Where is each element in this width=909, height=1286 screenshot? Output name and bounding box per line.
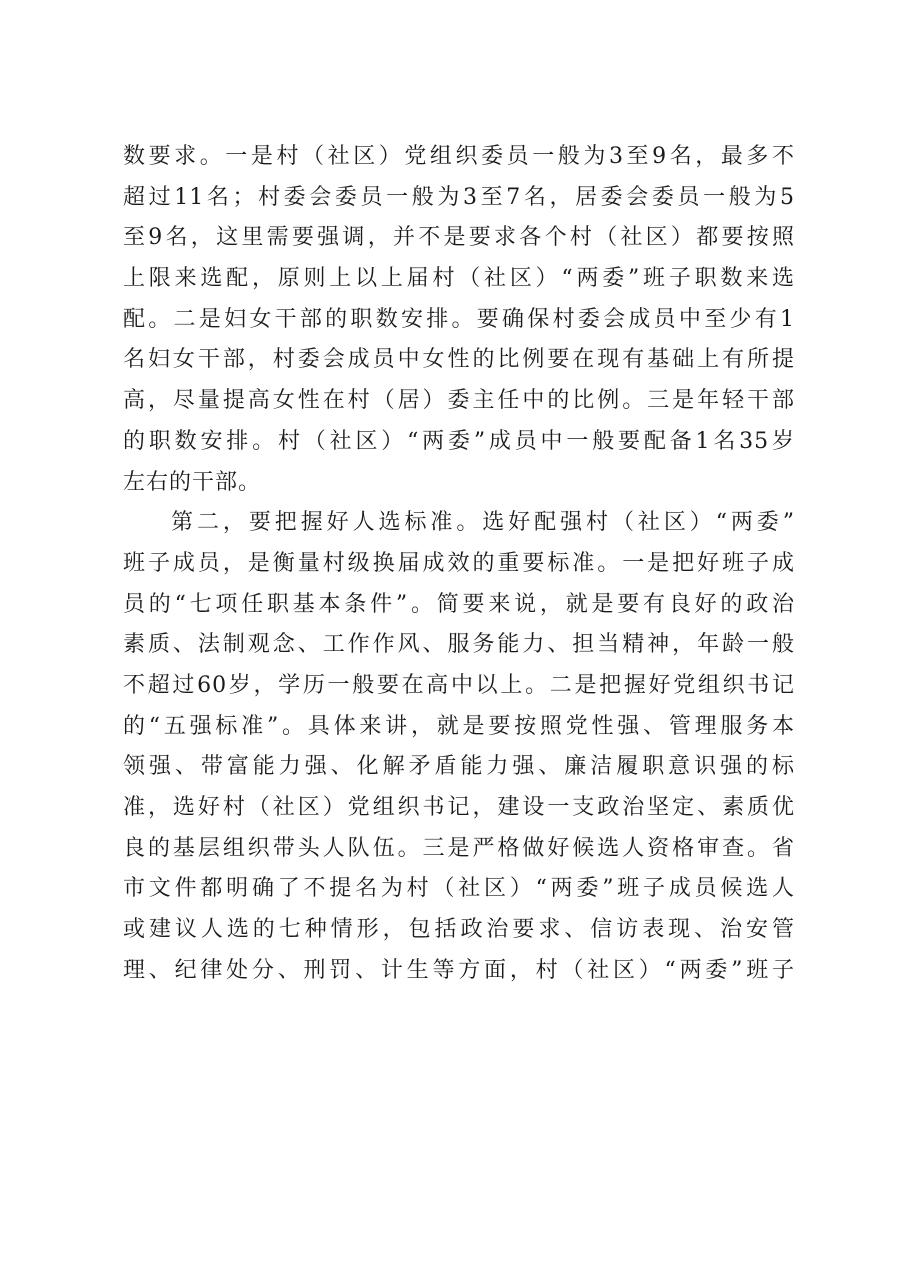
text-line: 高，尽量提高女性在村（居）委主任中的比例。三是年轻干部 <box>123 388 795 414</box>
text-line: 第二，要把握好人选标准。选好配强村（社区）“两委” <box>171 510 795 536</box>
document-page <box>123 137 795 991</box>
paragraph-2 <box>123 503 795 991</box>
text-line: 至9名，这里需要强调，并不是要求各个村（社区）都要按照 <box>123 225 795 251</box>
text-line: 市文件都明确了不提名为村（社区）“两委”班子成员候选人 <box>123 876 795 902</box>
text-line: 良的基层组织带头人队伍。三是严格做好候选人资格审查。省 <box>123 835 795 861</box>
text-line: 或建议人选的七种情形，包括政治要求、信访表现、治安管 <box>123 917 795 943</box>
text-line: 配。二是妇女干部的职数安排。要确保村委会成员中至少有1 <box>123 306 795 332</box>
text-line: 的“五强标准”。具体来讲，就是要按照党性强、管理服务本 <box>123 713 795 739</box>
text-line: 超过11名；村委会委员一般为3至7名，居委会委员一般为5 <box>123 184 795 210</box>
text-line: 员的“七项任职基本条件”。简要来说，就是要有良好的政治 <box>123 591 795 617</box>
text-line: 数要求。一是村（社区）党组织委员一般为3至9名，最多不 <box>123 144 795 169</box>
text-line: 不超过60岁，学历一般要在高中以上。二是把握好党组织书记 <box>123 672 795 698</box>
text-line: 左右的干部。 <box>123 469 262 495</box>
text-line: 名妇女干部，村委会成员中女性的比例要在现有基础上有所提 <box>123 347 795 373</box>
text-line: 班子成员，是衡量村级换届成效的重要标准。一是把好班子成 <box>123 550 795 576</box>
paragraph-1 <box>123 137 795 503</box>
text-line: 准，选好村（社区）党组织书记，建设一支政治坚定、素质优 <box>123 795 795 820</box>
text-line: 上限来选配，原则上以上届村（社区）“两委”班子职数来选 <box>123 266 795 292</box>
text-line: 素质、法制观念、工作作风、服务能力、担当精神，年龄一般 <box>123 632 795 658</box>
text-line: 的职数安排。村（社区）“两委”成员中一般要配备1名35岁 <box>123 428 795 454</box>
text-line: 理、纪律处分、刑罚、计生等方面，村（社区）“两委”班子 <box>123 957 795 983</box>
text-line: 领强、带富能力强、化解矛盾能力强、廉洁履职意识强的标 <box>123 754 795 780</box>
